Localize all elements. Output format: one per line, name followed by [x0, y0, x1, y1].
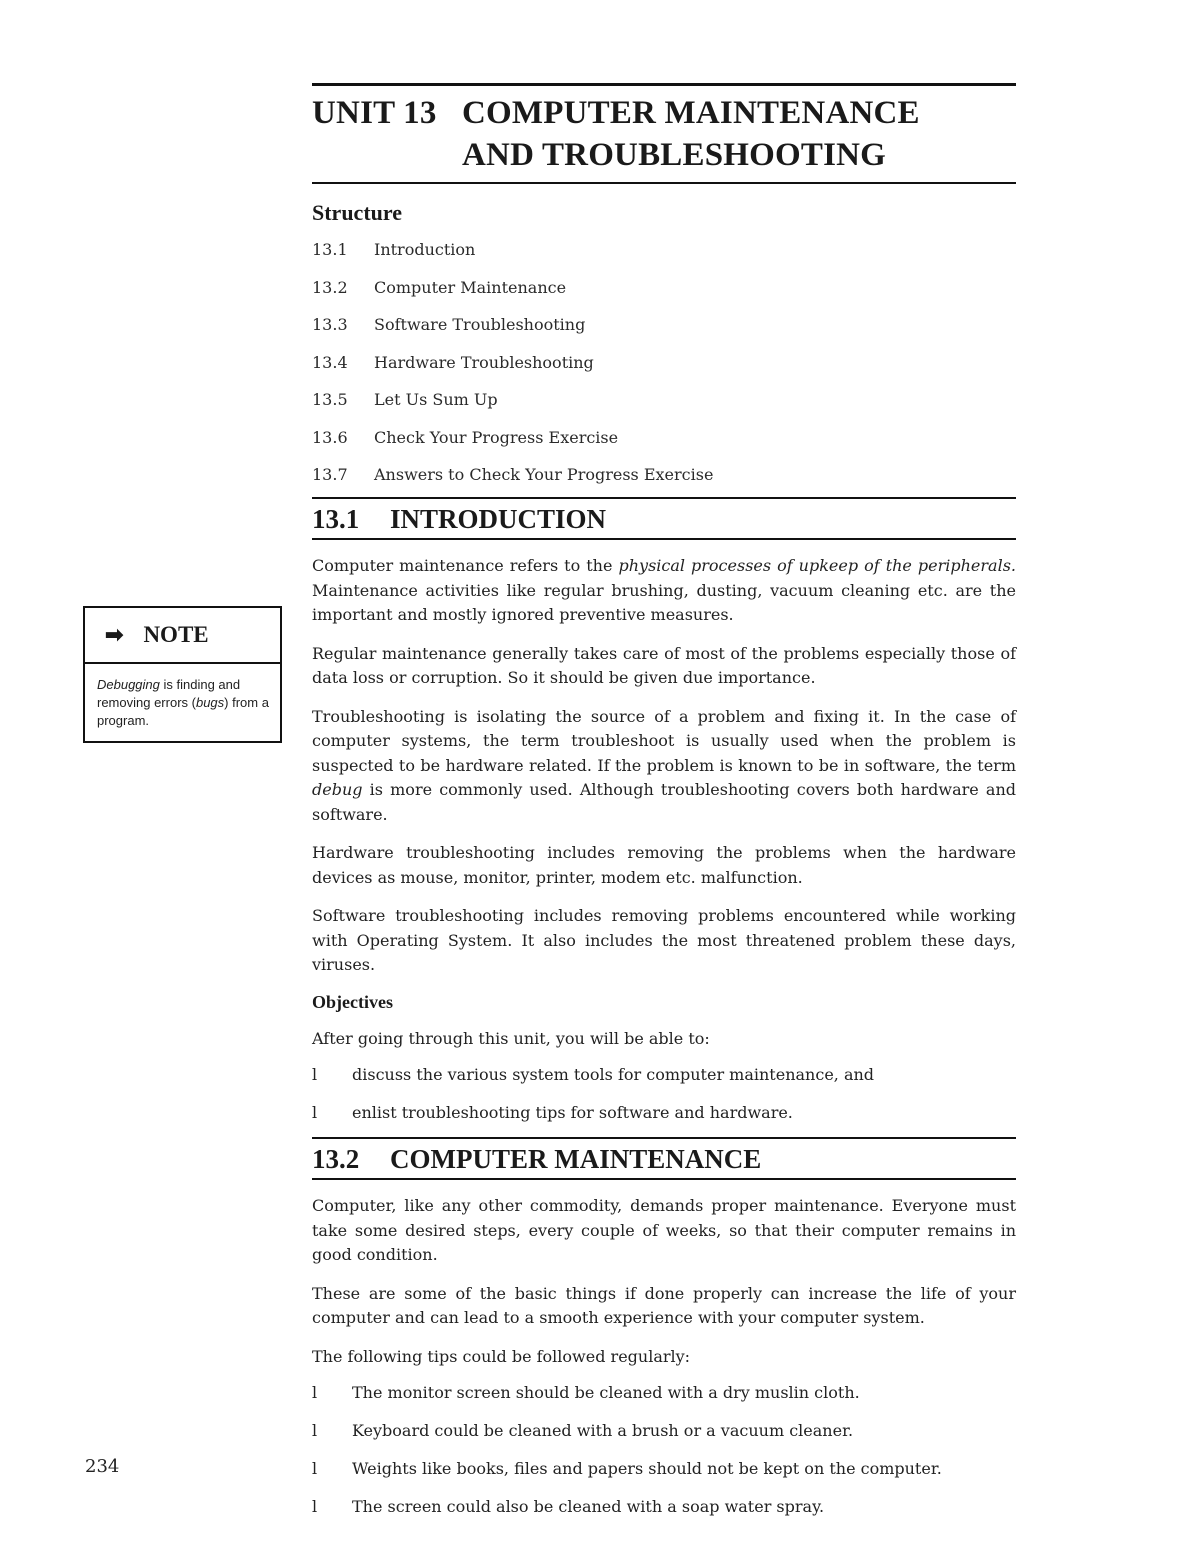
toc-item — [312, 353, 1016, 391]
intro-p1-emphasis: physical processes of upkeep of the peripherals. — [618, 556, 1017, 575]
page-number: 234 — [85, 1456, 120, 1477]
intro-section-number: 13.1 — [312, 504, 360, 534]
note-text-end: ) from a program. — [97, 695, 269, 728]
intro-section-title: INTRODUCTION — [390, 504, 607, 534]
unit-title-text — [462, 92, 920, 176]
intro-paragraph-1 — [312, 554, 1016, 628]
list-item — [312, 1459, 1016, 1497]
toc-item — [312, 240, 1016, 278]
intro-heading — [312, 499, 1016, 538]
list-item — [312, 1421, 1016, 1459]
toc-item — [312, 315, 1016, 353]
note-emphasis-bugs: bugs — [195, 695, 225, 710]
intro-paragraph-5: Software troubleshooting includes removing problems encountered while working with Operating System. It also includes the most threatened problem these days, viruses. — [312, 906, 1016, 974]
intro-paragraph-4: Hardware troubleshooting includes removing the problems when the hardware devices as mouse, monitor, printer, modem etc. malfunction. — [312, 843, 1016, 887]
toc-item — [312, 390, 1016, 428]
toc-item-number: 13.5 — [312, 390, 348, 409]
toc-item-number: 13.4 — [312, 352, 348, 372]
toc-item-number: 13.3 — [312, 315, 348, 334]
structure-heading: Structure — [312, 200, 403, 225]
intro-p3-text: Troubleshooting is isolating the source of a problem and fixing it. In the case of computer systems, the term troubleshoot is usually used when the problem is suspected to be hardware related. If the problem is known to be in software, the term — [312, 706, 1016, 775]
toc-item-number: 13.6 — [312, 427, 348, 447]
note-emphasis-term: Debugging — [97, 677, 160, 692]
maintenance-paragraph-3: The following tips could be followed regularly: — [312, 1346, 691, 1366]
intro-p3-emphasis: debug — [312, 780, 363, 799]
unit-number: UNIT 13 — [312, 95, 437, 131]
objectives-list — [312, 1065, 1016, 1133]
unit-title-line1: COMPUTER MAINTENANCE — [462, 95, 920, 131]
tips-list — [312, 1383, 1016, 1535]
note-text: is finding and removing errors ( — [97, 677, 241, 710]
objectives-intro: After going through this unit, you will be able to: — [312, 1028, 710, 1048]
arrow-right-icon: ➡ — [105, 622, 124, 647]
tip-text: Weights like books, files and papers should not be kept on the computer. — [352, 1459, 942, 1478]
intro-paragraph-2: Regular maintenance generally takes care of most of the problems especially those of data loss or corruption. So it should be given due importance. — [312, 643, 1016, 687]
unit-title-line2: AND TROUBLESHOOTING — [462, 137, 887, 173]
note-heading: NOTE — [143, 622, 209, 647]
toc-item-number: 13.7 — [312, 465, 348, 484]
maintenance-paragraph-2: These are some of the basic things if done properly can increase the life of your computer and can lead to a smooth experience with your computer system. — [312, 1283, 1016, 1327]
tip-text: Keyboard could be cleaned with a brush or a vacuum cleaner. — [352, 1421, 854, 1440]
note-box — [83, 606, 282, 743]
page-content — [312, 83, 1016, 1535]
objective-text: enlist troubleshooting tips for software and hardware. — [352, 1103, 793, 1122]
structure-list — [312, 240, 1016, 491]
note-body — [85, 664, 280, 730]
maintenance-section-number: 13.2 — [312, 1144, 360, 1174]
bullet-mark: l — [312, 1459, 318, 1478]
bullet-mark: l — [312, 1065, 318, 1084]
toc-item — [312, 465, 1016, 491]
title-bottom-rule — [312, 182, 1016, 184]
toc-item-label: Answers to Check Your Progress Exercise — [374, 465, 714, 484]
maintenance-bottom-rule — [312, 1178, 1016, 1180]
objectives-heading: Objectives — [312, 991, 393, 1012]
list-item — [312, 1065, 1016, 1103]
objective-text: discuss the various system tools for computer maintenance, and — [352, 1065, 875, 1084]
toc-item-label: Introduction — [374, 240, 476, 259]
toc-item-number: 13.2 — [312, 277, 348, 297]
toc-item-label: Software Troubleshooting — [374, 315, 586, 334]
toc-item-label: Hardware Troubleshooting — [374, 352, 594, 372]
bullet-mark: l — [312, 1383, 318, 1402]
list-item — [312, 1103, 1016, 1133]
intro-bottom-rule — [312, 538, 1016, 540]
bullet-mark: l — [312, 1103, 318, 1122]
maintenance-heading — [312, 1139, 1016, 1178]
intro-p1-text-rest: Maintenance activities like regular brushing, dusting, vacuum cleaning etc. are the important and mostly ignored preventive measures. — [312, 580, 1016, 624]
intro-p1-text: Computer maintenance refers to the — [312, 556, 619, 575]
toc-item — [312, 428, 1016, 466]
unit-title — [312, 86, 1016, 182]
list-item — [312, 1383, 1016, 1421]
toc-item-label: Check Your Progress Exercise — [374, 427, 619, 447]
toc-item-number: 13.1 — [312, 240, 348, 259]
maintenance-section-title: COMPUTER MAINTENANCE — [390, 1144, 762, 1174]
tip-text: The monitor screen should be cleaned with a dry muslin cloth. — [352, 1383, 860, 1402]
intro-paragraph-3 — [312, 705, 1016, 828]
maintenance-paragraph-1: Computer, like any other commodity, demands proper maintenance. Everyone must take some desired steps, every couple of weeks, so that their computer remains in good condition. — [312, 1196, 1016, 1264]
tip-text: The screen could also be cleaned with a soap water spray. — [352, 1497, 825, 1516]
bullet-mark: l — [312, 1497, 318, 1516]
toc-item-label: Let Us Sum Up — [374, 390, 498, 409]
toc-item — [312, 278, 1016, 316]
intro-p3-text-rest: is more commonly used. Although troubleshooting covers both hardware and software. — [312, 780, 1016, 824]
list-item — [312, 1497, 1016, 1535]
note-header — [85, 608, 280, 664]
toc-item-label: Computer Maintenance — [374, 277, 567, 297]
bullet-mark: l — [312, 1421, 318, 1440]
